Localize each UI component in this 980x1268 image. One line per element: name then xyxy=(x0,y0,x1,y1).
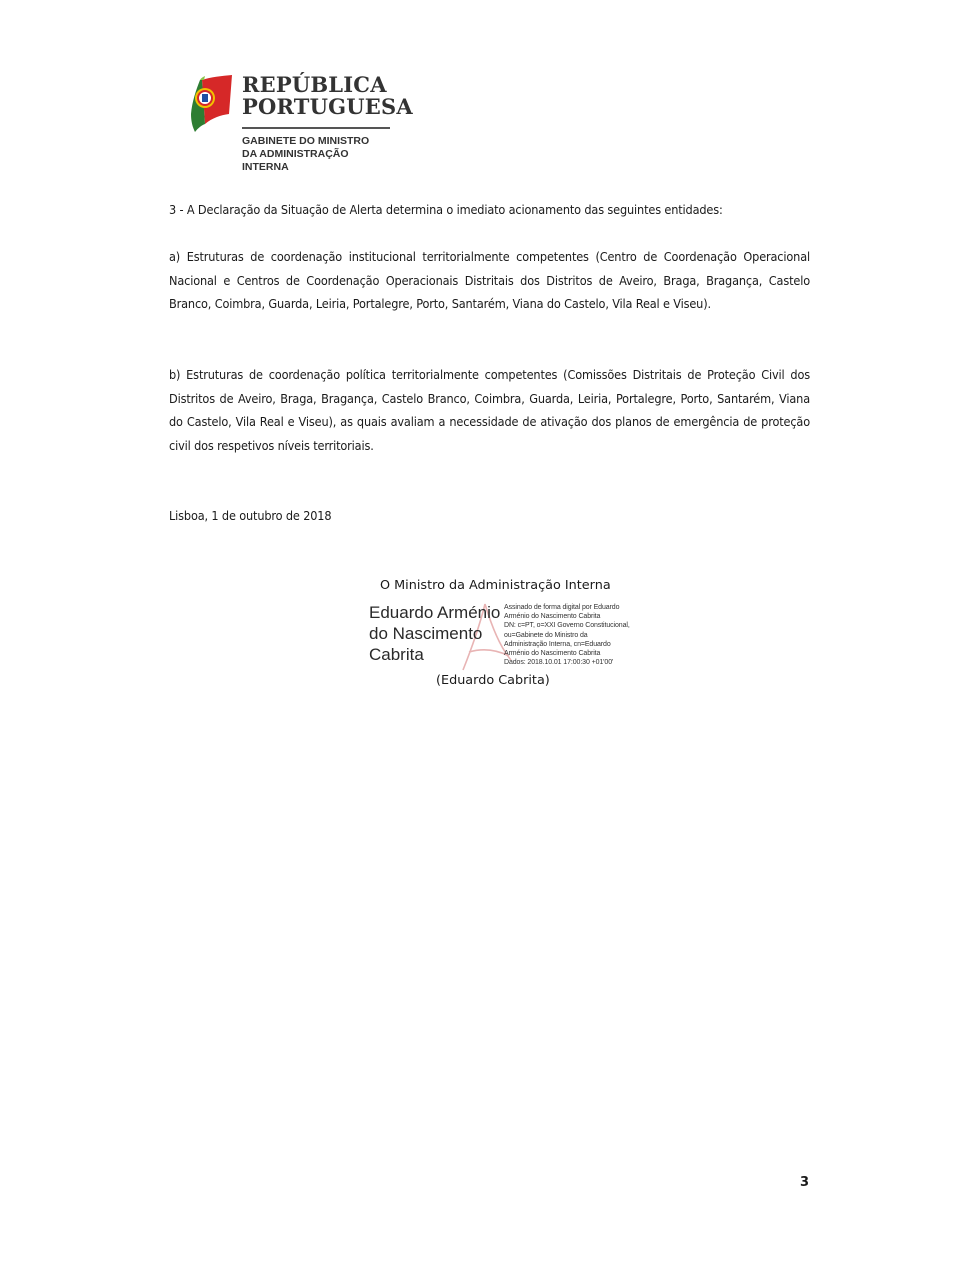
republica-portuguesa-logo xyxy=(188,72,413,173)
place-date: Lisboa, 1 de outubro de 2018 xyxy=(169,508,332,523)
item-a-paragraph: a) Estruturas de coordenação institucional territorialmente competentes (Centro de Coordenação Operacional Nacional e Centros de Coordenação Operacionais Distritais dos Distritos de Aveiro, Braga, Bragança, Castelo Branco, Coimbra, Guarda, Leiria, Portalegre, Porto, Santarém, Viana do Castelo, Vila Real e Viseu). xyxy=(169,249,810,311)
portuguese-flag-emblem-icon xyxy=(188,74,232,132)
logo-title: REPÚBLICA PORTUGUESA xyxy=(242,72,413,119)
logo-subtitle: GABINETE DO MINISTRO DA ADMINISTRAÇÃO INTERNA xyxy=(242,135,370,173)
signatory-role: O Ministro da Administração Interna xyxy=(380,578,611,593)
printed-name: (Eduardo Cabrita) xyxy=(436,673,550,688)
signature-details: Assinado de forma digital por Eduardo Arménio do Nascimento Cabrita DN: c=PT, o=XXI Governo Constitucional, ou=Gabinete do Ministro da Administração Interna, cn=Eduardo Arménio do Nascimento Cabrita Dados: 2018.10.01 17:00:30 +01'00' xyxy=(504,604,630,667)
intro-paragraph: 3 - A Declaração da Situação de Alerta determina o imediato acionamento das seguintes entidades: xyxy=(169,202,723,217)
logo-divider xyxy=(242,127,390,129)
signed-name: Eduardo Arménio do Nascimento Cabrita xyxy=(369,603,501,664)
page-number: 3 xyxy=(800,1175,810,1190)
item-b-paragraph: b) Estruturas de coordenação política territorialmente competentes (Comissões Distritais de Proteção Civil dos Distritos de Aveiro, Braga, Bragança, Castelo Branco, Coimbra, Guarda, Leiria, Portalegre, Porto, Santarém, Viana do Castelo, Vila Real e Viseu), as quais avaliam a necessidade de ativação dos planos de emergência de proteção civil dos respetivos níveis territoriais. xyxy=(169,367,810,453)
